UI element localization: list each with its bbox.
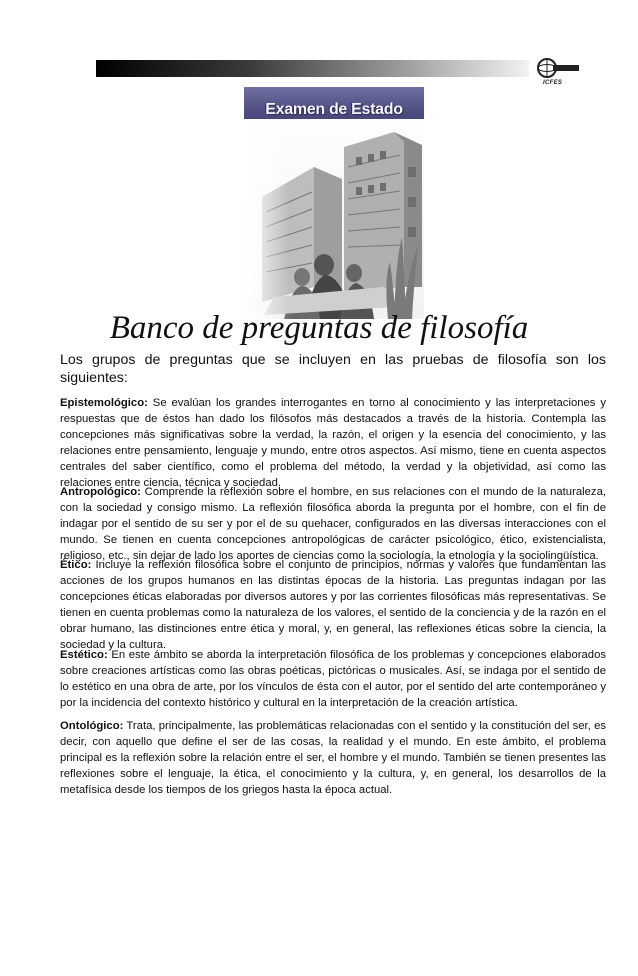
section-text: Incluye la reflexión filosófica sobre el conjunto de principios, normas y valores que fundamentan las acciones de los grupos humanos en las distintas épocas de la historia. Las preguntas indagan por las concepciones éticas elaboradas por diversos autores y por las corrientes filosóficas más representativas. Se tienen en cuenta problemas como la naturaleza de los valores, el sentido de la conciencia y de la razón en el obrar humano, las distinciones entre ética y moral, y, en general, las reflexiones éticas sobre la ciencia, la sociedad y la cultura. (60, 559, 606, 651)
section-term: Estético: (60, 649, 108, 661)
section-text: Trata, principalmente, las problemáticas relacionadas con el sentido y la constitución del ser, es decir, con aquello que define el ser de las cosas, la realidad y el mundo. En este ámbito, el problema principal es la reflexión sobre la relación entre el ser, el hombre y el mundo. También se tienen presentes las reflexiones sobre el lenguaje, la ética, el conocimiento y la cultura, y, en general, los desarrollos de la metafísica desde los tiempos de los griegos hasta la época actual. (60, 720, 606, 796)
section-antropologico (60, 485, 606, 565)
section-text: Comprende la reflexión sobre el hombre, en sus relaciones con el mundo de la naturaleza, con la sociedad y consigo mismo. La reflexión filosófica aborda la pregunta por el hombre, con el fin de indagar por el sentido de su ser y por el de su quehacer, configurados en las diversas interacciones con el mundo. Se tienen en cuenta concepciones antropológicas de carácter psicológico, ético, existencialista, religioso, etc., sin dejar de lado los aportes de ciencias como la sociología, la etnología y la sociolingüística. (60, 486, 606, 562)
section-term: Ético: (60, 559, 92, 571)
section-term: Antropológico: (60, 486, 141, 498)
section-term: Epistemológico: (60, 397, 148, 409)
section-ontologico (60, 719, 606, 799)
section-epistemologico (60, 396, 606, 491)
section-text: Se evalúan los grandes interrogantes en torno al conocimiento y las interpretaciones y respuestas que de éstos han dado los filósofos más destacados a través de la historia. Contempla las concepciones más significativas sobre la verdad, la razón, el origen y la esencia del conocimiento, y las relaciones entre pensamiento, lenguaje y mundo, entre otros aspectos. Así mismo, tiene en cuenta aspectos centrales del saber científico, como el problema del método, la verdad y la objetividad, así como las relaciones entre ciencia, técnica y sociedad. (60, 397, 606, 489)
page-title: Banco de preguntas de filosofía (109, 310, 529, 346)
section-term: Ontológico: (60, 720, 124, 732)
section-estetico (60, 648, 606, 712)
cover-photo (244, 87, 424, 319)
exam-banner (244, 87, 424, 119)
intro-paragraph: Los grupos de preguntas que se incluyen en las pruebas de filosofía son los siguientes: (60, 352, 606, 386)
header-gradient-bar (96, 60, 529, 77)
section-etico (60, 558, 606, 653)
section-text: En este ámbito se aborda la interpretación filosófica de los problemas y concepciones elaborados sobre creaciones artísticas como las obras poéticas, pictóricas o musicales. Así, se indaga por el sentido de lo estético en una obra de arte, por los vínculos de ésta con el autor, por el sentido del arte contemporáneo y por la incidencia del contexto histórico y cultural en la interpretación de la creación artística. (60, 649, 606, 709)
banner-title: Examen de Estado (265, 101, 403, 118)
logo-label: ICFES (543, 80, 563, 86)
